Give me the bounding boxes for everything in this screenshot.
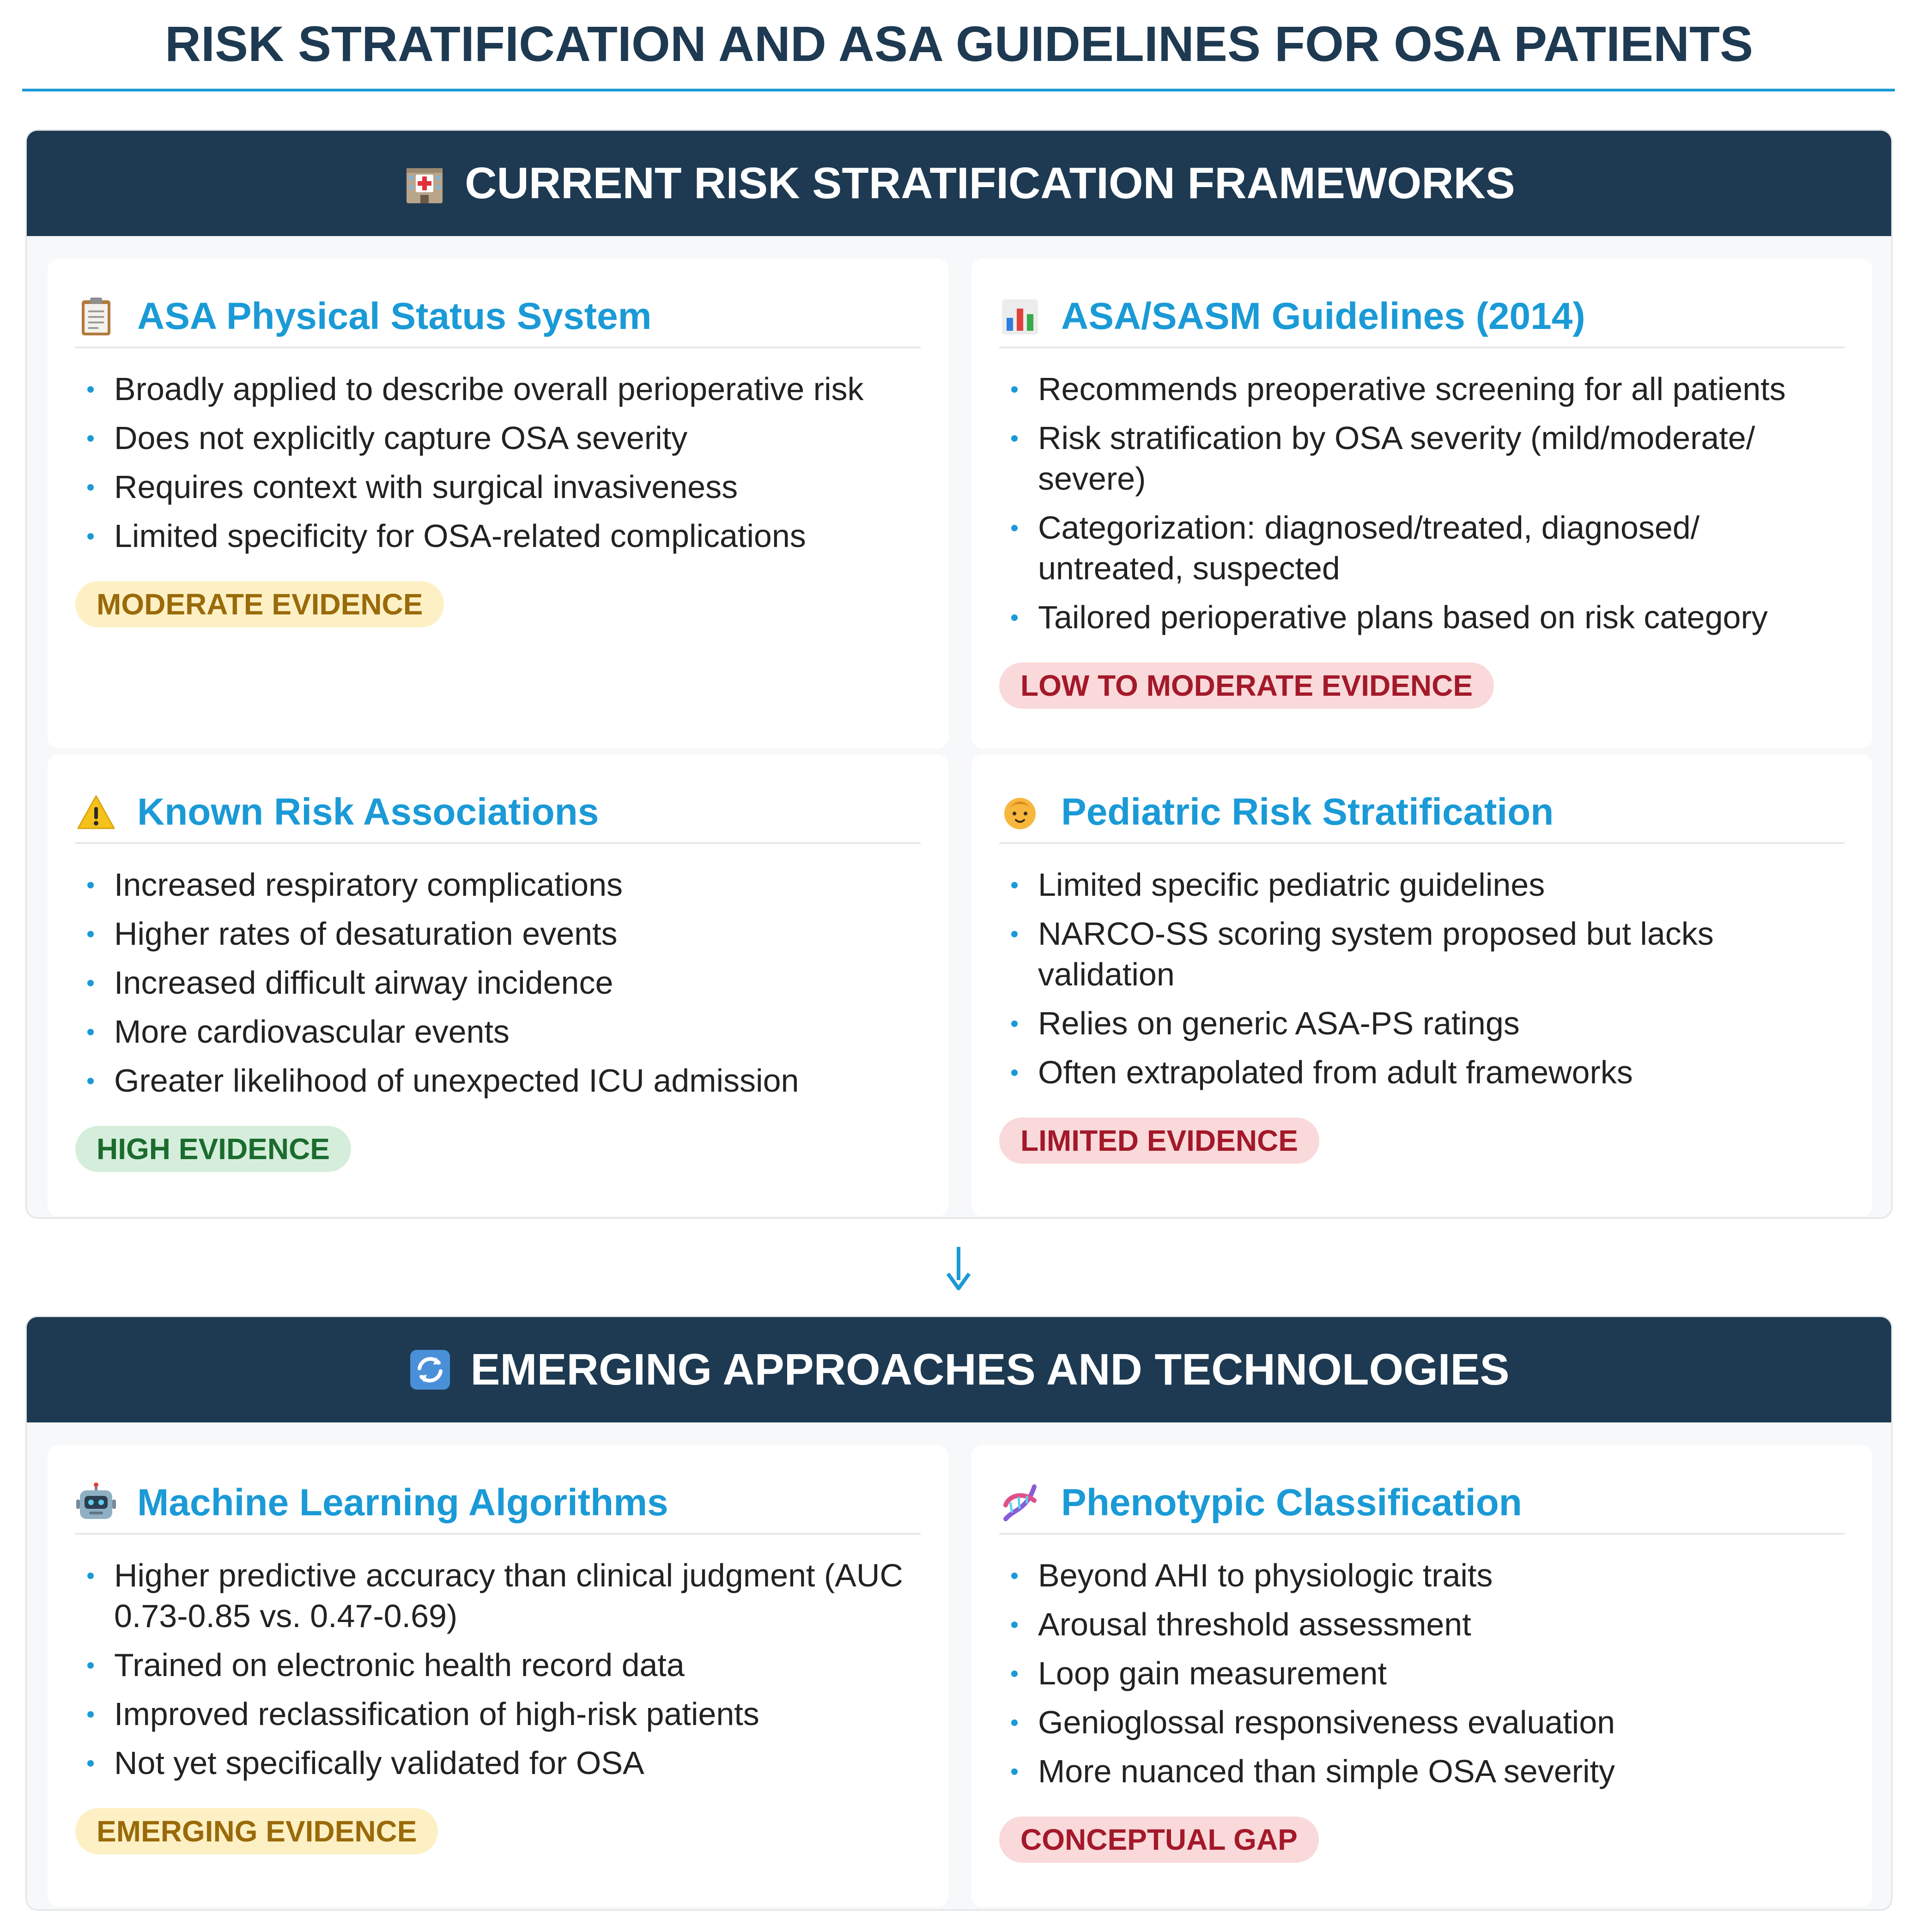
evidence-badge: MODERATE EVIDENCE xyxy=(75,581,444,627)
card-phenotypic-classification xyxy=(971,1445,1872,1907)
card-header xyxy=(75,782,921,844)
bullet-list xyxy=(999,369,1845,638)
warning-icon xyxy=(75,791,117,833)
list-item: Often extrapolated from adult frameworks xyxy=(999,1052,1845,1093)
card-title: Machine Learning Algorithms xyxy=(137,1482,668,1524)
bar-chart-icon xyxy=(999,296,1041,337)
robot-icon xyxy=(75,1482,117,1524)
evidence-badge: HIGH EVIDENCE xyxy=(75,1126,351,1172)
bullet-list xyxy=(999,864,1845,1093)
evidence-badge: LOW TO MODERATE EVIDENCE xyxy=(999,662,1494,709)
list-item: Requires context with surgical invasiveness xyxy=(75,467,921,507)
card-title: ASA/SASM Guidelines (2014) xyxy=(1061,295,1585,337)
section-header xyxy=(27,1317,1891,1422)
list-item: More nuanced than simple OSA severity xyxy=(999,1751,1845,1792)
card-title: Pediatric Risk Stratification xyxy=(1061,791,1554,833)
section-header xyxy=(27,131,1891,236)
list-item: NARCO-SS scoring system proposed but lacks validation xyxy=(999,913,1845,995)
list-item: Recommends preoperative screening for all patients xyxy=(999,369,1845,409)
list-item: Genioglossal responsiveness evaluation xyxy=(999,1702,1845,1743)
bullet-list xyxy=(999,1555,1845,1792)
list-item: Not yet specifically validated for OSA xyxy=(75,1743,921,1783)
list-item: Loop gain measurement xyxy=(999,1653,1845,1694)
list-item: Limited specific pediatric guidelines xyxy=(999,864,1845,905)
list-item: Higher predictive accuracy than clinical judgment (AUC 0.73-0.85 vs. 0.47-0.69) xyxy=(75,1555,921,1636)
card-known-risk-associations xyxy=(48,754,948,1216)
arrow-down-icon xyxy=(942,1245,975,1291)
list-item: Relies on generic ASA-PS ratings xyxy=(999,1003,1845,1044)
list-item: Increased respiratory complications xyxy=(75,864,921,905)
section-title: CURRENT RISK STRATIFICATION FRAMEWORKS xyxy=(465,158,1515,208)
list-item: Categorization: diagnosed/treated, diagnosed/ untreated, suspected xyxy=(999,507,1845,589)
list-item: More cardiovascular events xyxy=(75,1011,921,1052)
card-machine-learning xyxy=(48,1445,948,1907)
bullet-list xyxy=(75,369,921,556)
title-divider xyxy=(22,89,1895,91)
card-asa-physical-status xyxy=(48,259,948,748)
bullet-list xyxy=(75,864,921,1101)
hospital-icon xyxy=(403,162,446,205)
evidence-badge: CONCEPTUAL GAP xyxy=(999,1817,1319,1863)
list-item: Greater likelihood of unexpected ICU admission xyxy=(75,1060,921,1101)
card-header xyxy=(999,286,1845,348)
section-emerging-approaches xyxy=(25,1316,1893,1911)
list-item: Does not explicitly capture OSA severity xyxy=(75,418,921,458)
list-item: Increased difficult airway incidence xyxy=(75,962,921,1003)
card-header xyxy=(75,1473,921,1535)
list-item: Trained on electronic health record data xyxy=(75,1645,921,1685)
page-title: RISK STRATIFICATION AND ASA GUIDELINES FOR OSA PATIENTS xyxy=(164,16,1754,72)
card-header xyxy=(75,286,921,348)
card-header xyxy=(999,1473,1845,1535)
list-item: Limited specificity for OSA-related complications xyxy=(75,516,921,556)
list-item: Higher rates of desaturation events xyxy=(75,913,921,954)
section-title: EMERGING APPROACHES AND TECHNOLOGIES xyxy=(470,1345,1510,1394)
card-header xyxy=(999,782,1845,844)
list-item: Beyond AHI to physiologic traits xyxy=(999,1555,1845,1596)
clipboard-icon xyxy=(75,296,117,337)
card-pediatric-risk xyxy=(971,754,1872,1216)
dna-icon xyxy=(999,1482,1041,1524)
list-item: Arousal threshold assessment xyxy=(999,1604,1845,1645)
list-item: Tailored perioperative plans based on risk category xyxy=(999,597,1845,638)
list-item: Risk stratification by OSA severity (mild/moderate/ severe) xyxy=(999,418,1845,499)
section-current-frameworks xyxy=(25,129,1893,1219)
refresh-icon xyxy=(408,1348,452,1391)
card-title: Phenotypic Classification xyxy=(1061,1482,1522,1524)
baby-icon xyxy=(999,791,1041,833)
bullet-list xyxy=(75,1555,921,1783)
list-item: Broadly applied to describe overall perioperative risk xyxy=(75,369,921,409)
list-item: Improved reclassification of high-risk patients xyxy=(75,1694,921,1734)
card-title: ASA Physical Status System xyxy=(137,295,652,337)
evidence-badge: LIMITED EVIDENCE xyxy=(999,1118,1319,1164)
card-asa-sasm-guidelines xyxy=(971,259,1872,748)
card-title: Known Risk Associations xyxy=(137,791,599,833)
evidence-badge: EMERGING EVIDENCE xyxy=(75,1808,438,1854)
